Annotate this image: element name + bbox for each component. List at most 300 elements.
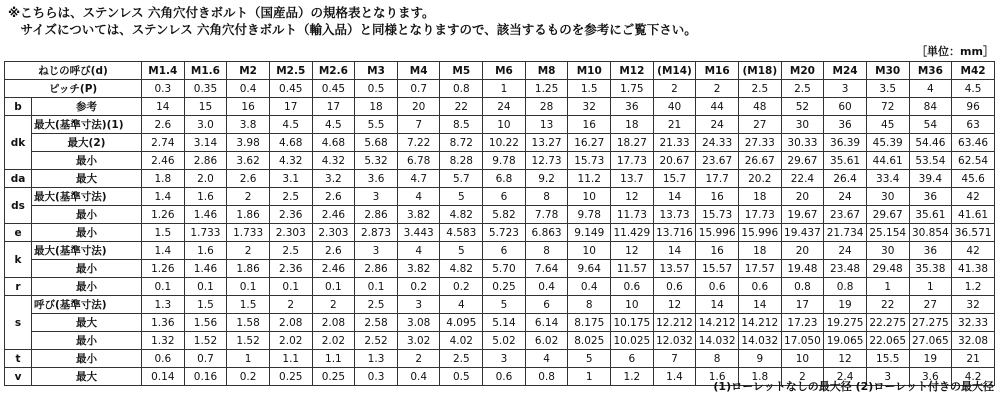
pitch-cell: 3	[824, 80, 867, 98]
value-cell: 4.02	[440, 332, 483, 350]
pitch-cell: 0.5	[355, 80, 398, 98]
size-header: M2.6	[312, 62, 355, 80]
size-header: M5	[440, 62, 483, 80]
value-cell: 0.6	[738, 278, 781, 296]
value-cell: 2.74	[142, 134, 185, 152]
value-cell: 6	[611, 350, 654, 368]
value-cell: 1.58	[227, 314, 270, 332]
value-cell: 4.5	[269, 116, 312, 134]
value-cell: 1.26	[142, 206, 185, 224]
value-cell: 0.1	[227, 278, 270, 296]
value-cell: 19.437	[781, 224, 824, 242]
row-label: 最大(基準寸法)	[32, 242, 142, 260]
value-cell: 4.82	[440, 260, 483, 278]
value-cell: 0.1	[269, 278, 312, 296]
value-cell: 22	[440, 98, 483, 116]
table-row	[5, 134, 995, 152]
table-row	[5, 152, 995, 170]
value-cell: 2.86	[355, 206, 398, 224]
dimension-symbol: ds	[5, 188, 32, 224]
value-cell: 8.72	[440, 134, 483, 152]
value-cell: 35.61	[909, 206, 952, 224]
value-cell: 2.6	[312, 188, 355, 206]
value-cell: 3.08	[397, 314, 440, 332]
dimension-symbol: t	[5, 350, 32, 368]
value-cell: 18.27	[611, 134, 654, 152]
value-cell: 4.5	[312, 116, 355, 134]
size-header: M24	[824, 62, 867, 80]
value-cell: 2.0	[184, 170, 227, 188]
value-cell: 0.4	[568, 278, 611, 296]
value-cell: 6	[483, 188, 526, 206]
value-cell: 3.0	[184, 116, 227, 134]
value-cell: 12	[653, 296, 696, 314]
value-cell: 36	[824, 116, 867, 134]
value-cell: 3.98	[227, 134, 270, 152]
value-cell: 35.61	[824, 152, 867, 170]
value-cell: 3.2	[312, 170, 355, 188]
value-cell: 0.6	[611, 278, 654, 296]
value-cell: 1.8	[142, 170, 185, 188]
value-cell: 20	[781, 242, 824, 260]
value-cell: 36	[611, 98, 654, 116]
value-cell: 6.14	[525, 314, 568, 332]
value-cell: 13.73	[653, 206, 696, 224]
value-cell: 21	[952, 350, 995, 368]
pitch-cell: 0.7	[397, 80, 440, 98]
value-cell: 8	[696, 350, 739, 368]
value-cell: 60	[824, 98, 867, 116]
value-cell: 42	[952, 188, 995, 206]
value-cell: 22.275	[866, 314, 909, 332]
value-cell: 2.36	[269, 260, 312, 278]
value-cell: 0.4	[525, 278, 568, 296]
value-cell: 1	[909, 278, 952, 296]
size-header: M16	[696, 62, 739, 80]
value-cell: 21.33	[653, 134, 696, 152]
value-cell: 27	[909, 296, 952, 314]
row-label: 最大	[32, 368, 142, 386]
value-cell: 3	[397, 296, 440, 314]
value-cell: 48	[738, 98, 781, 116]
dimension-symbol: e	[5, 224, 32, 242]
value-cell: 5	[440, 188, 483, 206]
value-cell: 0.25	[269, 368, 312, 386]
value-cell: 1.2	[611, 368, 654, 386]
value-cell: 45	[866, 116, 909, 134]
value-cell: 4	[397, 188, 440, 206]
value-cell: 4	[440, 296, 483, 314]
value-cell: 17.050	[781, 332, 824, 350]
value-cell: 40	[653, 98, 696, 116]
value-cell: 4.32	[312, 152, 355, 170]
dimension-symbol: da	[5, 170, 32, 188]
value-cell: 16	[696, 188, 739, 206]
value-cell: 0.2	[227, 368, 270, 386]
pitch-cell: 1.25	[525, 80, 568, 98]
value-cell: 36.39	[824, 134, 867, 152]
size-header: M3	[355, 62, 398, 80]
table-row	[5, 206, 995, 224]
value-cell: 4.68	[312, 134, 355, 152]
value-cell: 3.62	[227, 152, 270, 170]
value-cell: 27.275	[909, 314, 952, 332]
row-label: 最小	[32, 332, 142, 350]
value-cell: 9.78	[483, 152, 526, 170]
row-label: 最小	[32, 278, 142, 296]
value-cell: 10.175	[611, 314, 654, 332]
value-cell: 3	[483, 350, 526, 368]
value-cell: 3.02	[397, 332, 440, 350]
value-cell: 4.2	[952, 368, 995, 386]
value-cell: 15	[184, 98, 227, 116]
value-cell: 11.57	[611, 260, 654, 278]
value-cell: 33.4	[866, 170, 909, 188]
value-cell: 0.14	[142, 368, 185, 386]
value-cell: 1.6	[696, 368, 739, 386]
size-header: M4	[397, 62, 440, 80]
value-cell: 28	[525, 98, 568, 116]
row-label: 最小	[32, 206, 142, 224]
value-cell: 26.67	[738, 152, 781, 170]
row-label: 最大(基準寸法)	[32, 188, 142, 206]
dimension-symbol: v	[5, 368, 32, 386]
value-cell: 8	[525, 188, 568, 206]
value-cell: 30.33	[781, 134, 824, 152]
value-cell: 14.212	[696, 314, 739, 332]
size-header: M30	[866, 62, 909, 80]
value-cell: 3	[355, 242, 398, 260]
value-cell: 2.86	[355, 260, 398, 278]
value-cell: 8	[568, 296, 611, 314]
value-cell: 14	[738, 296, 781, 314]
value-cell: 0.25	[483, 278, 526, 296]
value-cell: 0.4	[397, 368, 440, 386]
value-cell: 1.46	[184, 260, 227, 278]
value-cell: 22.065	[866, 332, 909, 350]
size-header: M42	[952, 62, 995, 80]
value-cell: 20.67	[653, 152, 696, 170]
value-cell: 16.27	[568, 134, 611, 152]
value-cell: 3.82	[397, 260, 440, 278]
value-cell: 1.86	[227, 260, 270, 278]
value-cell: 4.68	[269, 134, 312, 152]
value-cell: 2	[312, 296, 355, 314]
size-header: M10	[568, 62, 611, 80]
value-cell: 45.6	[952, 170, 995, 188]
value-cell: 19.67	[781, 206, 824, 224]
value-cell: 13.57	[653, 260, 696, 278]
value-cell: 32	[952, 296, 995, 314]
dimension-symbol: s	[5, 296, 32, 350]
value-cell: 9.64	[568, 260, 611, 278]
table-row	[5, 314, 995, 332]
value-cell: 18	[355, 98, 398, 116]
size-header: M12	[611, 62, 654, 80]
value-cell: 0.16	[184, 368, 227, 386]
value-cell: 15.73	[696, 206, 739, 224]
value-cell: 1.8	[738, 368, 781, 386]
dimension-symbol: r	[5, 278, 32, 296]
value-cell: 41.61	[952, 206, 995, 224]
footnote: (1)ローレットなしの最大径 (2)ローレット付きの最大径	[713, 380, 994, 393]
value-cell: 7.78	[525, 206, 568, 224]
row-label: 参考	[32, 98, 142, 116]
table-row	[5, 260, 995, 278]
value-cell: 12	[611, 188, 654, 206]
value-cell: 6.863	[525, 224, 568, 242]
value-cell: 7	[653, 350, 696, 368]
value-cell: 20	[781, 188, 824, 206]
value-cell: 13.716	[653, 224, 696, 242]
value-cell: 2.303	[269, 224, 312, 242]
value-cell: 63	[952, 116, 995, 134]
value-cell: 2.58	[355, 314, 398, 332]
value-cell: 15.996	[696, 224, 739, 242]
value-cell: 5.5	[355, 116, 398, 134]
row-label: 呼び(基準寸法)	[32, 296, 142, 314]
unit-label: ［単位：mm］	[916, 45, 994, 58]
value-cell: 5.32	[355, 152, 398, 170]
value-cell: 15.5	[866, 350, 909, 368]
pitch-cell: 0.35	[184, 80, 227, 98]
pitch-cell: 0.4	[227, 80, 270, 98]
value-cell: 9.78	[568, 206, 611, 224]
value-cell: 0.25	[312, 368, 355, 386]
value-cell: 1.6	[184, 188, 227, 206]
value-cell: 17.73	[611, 152, 654, 170]
value-cell: 96	[952, 98, 995, 116]
row-label: 最大(2)	[32, 134, 142, 152]
value-cell: 1.86	[227, 206, 270, 224]
notes	[8, 4, 697, 38]
value-cell: 10.025	[611, 332, 654, 350]
value-cell: 0.1	[142, 278, 185, 296]
value-cell: 19	[909, 350, 952, 368]
thread-size-header: ねじの呼び(d)	[5, 62, 142, 80]
pitch-cell: 2.5	[738, 80, 781, 98]
value-cell: 2.46	[312, 206, 355, 224]
value-cell: 11.2	[568, 170, 611, 188]
value-cell: 27.065	[909, 332, 952, 350]
spec-table-body	[5, 62, 995, 386]
value-cell: 17	[269, 98, 312, 116]
pitch-cell: 4	[909, 80, 952, 98]
value-cell: 2.6	[142, 116, 185, 134]
value-cell: 17	[312, 98, 355, 116]
value-cell: 15.996	[738, 224, 781, 242]
value-cell: 5.68	[355, 134, 398, 152]
value-cell: 1	[866, 278, 909, 296]
table-row	[5, 278, 995, 296]
value-cell: 5.7	[440, 170, 483, 188]
value-cell: 14.032	[738, 332, 781, 350]
value-cell: 0.6	[696, 278, 739, 296]
value-cell: 4.095	[440, 314, 483, 332]
value-cell: 17.57	[738, 260, 781, 278]
value-cell: 1.5	[142, 224, 185, 242]
value-cell: 10	[483, 116, 526, 134]
value-cell: 2	[227, 188, 270, 206]
value-cell: 72	[866, 98, 909, 116]
value-cell: 36	[909, 188, 952, 206]
value-cell: 39.4	[909, 170, 952, 188]
value-cell: 27	[738, 116, 781, 134]
value-cell: 14	[696, 296, 739, 314]
value-cell: 24.33	[696, 134, 739, 152]
value-cell: 24	[483, 98, 526, 116]
value-cell: 35.38	[909, 260, 952, 278]
value-cell: 2.5	[440, 350, 483, 368]
value-cell: 2.08	[269, 314, 312, 332]
value-cell: 0.8	[781, 278, 824, 296]
value-cell: 12.212	[653, 314, 696, 332]
value-cell: 36.571	[952, 224, 995, 242]
table-row	[5, 188, 995, 206]
value-cell: 54	[909, 116, 952, 134]
value-cell: 15.73	[568, 152, 611, 170]
value-cell: 62.54	[952, 152, 995, 170]
value-cell: 21.734	[824, 224, 867, 242]
value-cell: 29.67	[866, 206, 909, 224]
value-cell: 7.64	[525, 260, 568, 278]
value-cell: 6.78	[397, 152, 440, 170]
value-cell: 2.5	[269, 188, 312, 206]
value-cell: 18	[738, 242, 781, 260]
value-cell: 4	[397, 242, 440, 260]
value-cell: 6.02	[525, 332, 568, 350]
value-cell: 1.5	[184, 296, 227, 314]
pitch-cell: 0.45	[312, 80, 355, 98]
value-cell: 22.4	[781, 170, 824, 188]
value-cell: 2.02	[269, 332, 312, 350]
value-cell: 14.212	[738, 314, 781, 332]
value-cell: 0.8	[824, 278, 867, 296]
value-cell: 24	[824, 242, 867, 260]
table-row	[5, 98, 995, 116]
value-cell: 32	[568, 98, 611, 116]
value-cell: 4.82	[440, 206, 483, 224]
value-cell: 15.57	[696, 260, 739, 278]
value-cell: 1.1	[312, 350, 355, 368]
size-header: M6	[483, 62, 526, 80]
value-cell: 32.08	[952, 332, 995, 350]
row-label: 最小	[32, 224, 142, 242]
size-header: M20	[781, 62, 824, 80]
value-cell: 3	[866, 368, 909, 386]
value-cell: 5	[483, 296, 526, 314]
value-cell: 30	[866, 242, 909, 260]
value-cell: 1.4	[653, 368, 696, 386]
value-cell: 12	[824, 350, 867, 368]
row-label: 最小	[32, 152, 142, 170]
value-cell: 30	[781, 116, 824, 134]
value-cell: 1.4	[142, 242, 185, 260]
value-cell: 3.6	[909, 368, 952, 386]
row-label: 最大	[32, 170, 142, 188]
value-cell: 8.5	[440, 116, 483, 134]
table-row	[5, 350, 995, 368]
value-cell: 0.2	[397, 278, 440, 296]
value-cell: 5.02	[483, 332, 526, 350]
value-cell: 3.6	[355, 170, 398, 188]
value-cell: 1	[568, 368, 611, 386]
value-cell: 17.7	[696, 170, 739, 188]
value-cell: 53.54	[909, 152, 952, 170]
value-cell: 21	[653, 116, 696, 134]
value-cell: 19.065	[824, 332, 867, 350]
pitch-label: ピッチ(P)	[5, 80, 142, 98]
value-cell: 1.5	[227, 296, 270, 314]
value-cell: 2.08	[312, 314, 355, 332]
value-cell: 0.7	[184, 350, 227, 368]
value-cell: 1.733	[184, 224, 227, 242]
value-cell: 2	[781, 368, 824, 386]
value-cell: 14	[142, 98, 185, 116]
value-cell: 1.3	[142, 296, 185, 314]
value-cell: 12.032	[653, 332, 696, 350]
value-cell: 63.46	[952, 134, 995, 152]
value-cell: 19.48	[781, 260, 824, 278]
value-cell: 0.1	[312, 278, 355, 296]
table-row	[5, 296, 995, 314]
size-header: (M14)	[653, 62, 696, 80]
value-cell: 54.46	[909, 134, 952, 152]
value-cell: 0.1	[355, 278, 398, 296]
pitch-cell: 2	[653, 80, 696, 98]
value-cell: 2.873	[355, 224, 398, 242]
value-cell: 8.175	[568, 314, 611, 332]
row-label: 最小	[32, 260, 142, 278]
value-cell: 16	[696, 242, 739, 260]
value-cell: 0.6	[483, 368, 526, 386]
value-cell: 13.27	[525, 134, 568, 152]
pitch-cell: 0.45	[269, 80, 312, 98]
size-header: M8	[525, 62, 568, 80]
pitch-cell: 1.5	[568, 80, 611, 98]
value-cell: 0.5	[440, 368, 483, 386]
value-cell: 1.52	[227, 332, 270, 350]
value-cell: 45.39	[866, 134, 909, 152]
value-cell: 29.48	[866, 260, 909, 278]
value-cell: 2	[227, 242, 270, 260]
value-cell: 5	[568, 350, 611, 368]
value-cell: 14	[653, 242, 696, 260]
value-cell: 16	[227, 98, 270, 116]
value-cell: 14	[653, 188, 696, 206]
value-cell: 3.8	[227, 116, 270, 134]
table-row	[5, 242, 995, 260]
value-cell: 4	[525, 350, 568, 368]
value-cell: 7.22	[397, 134, 440, 152]
value-cell: 19	[824, 296, 867, 314]
value-cell: 41.38	[952, 260, 995, 278]
value-cell: 5.723	[483, 224, 526, 242]
size-header: M2.5	[269, 62, 312, 80]
value-cell: 6	[525, 296, 568, 314]
value-cell: 2.52	[355, 332, 398, 350]
size-header: M1.4	[142, 62, 185, 80]
value-cell: 15.7	[653, 170, 696, 188]
value-cell: 36	[909, 242, 952, 260]
pitch-cell: 4.5	[952, 80, 995, 98]
value-cell: 8.28	[440, 152, 483, 170]
value-cell: 1.3	[355, 350, 398, 368]
size-header: M1.6	[184, 62, 227, 80]
value-cell: 2.36	[269, 206, 312, 224]
value-cell: 3.14	[184, 134, 227, 152]
spec-table	[4, 61, 995, 386]
